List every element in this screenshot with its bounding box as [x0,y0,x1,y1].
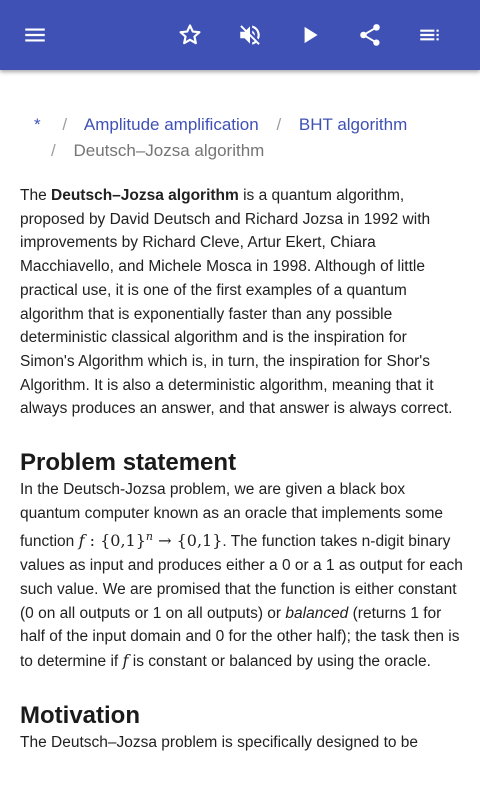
section-heading-motivation: Motivation [20,701,140,729]
breadcrumb-link-bht-algorithm[interactable]: BHT algorithm [298,115,408,134]
motivation-paragraph: The Deutsch–Jozsa problem is specifically designed to be [20,733,419,751]
table-of-contents-button[interactable] [407,12,453,58]
math-f: f [122,651,129,671]
play-button[interactable] [287,12,333,58]
intro-paragraph [20,184,464,421]
problem-text-4: is constant or balanced by using the oracle. [128,653,431,671]
bookmark-button[interactable] [167,12,213,58]
menu-button[interactable] [12,12,58,58]
math-f: f [78,531,85,551]
balanced-term: balanced [285,604,349,622]
star-icon [177,22,203,48]
intro-text: is a quantum algorithm, proposed by David Deutsch and Richard Jozsa in 1992 with improvements by Richard Cleve, Artur Ekert, Chiara Macchiavello, and Michele Mosca in 1998. Although of little practical use, it is one of the first examples of a quantum algorithm that is exponentially faster than any possible deterministic classical algorithm and is the inspiration for Simon's Algorithm which is, in turn, the inspiration for Shor's Algorithm. It is also a deterministic algorithm, meaning that it always produces an answer, and that answer is always correct. [20,187,453,418]
problem-text-2: . The function takes n-digit binary values as input and produces either a 0 or a 1 as output for each such value. We are promised that the function is either constant (0 on all outputs or 1 on all outputs) or [20,533,463,622]
mute-button[interactable] [227,12,273,58]
breadcrumb-link-amplitude-amplification[interactable]: Amplitude amplification [83,115,259,134]
problem-paragraph [20,478,464,674]
breadcrumb-home-link[interactable]: * [34,115,41,134]
section-heading-problem-statement: Problem statement [20,449,237,477]
article-content [0,70,480,800]
breadcrumb-separator: / [276,115,282,134]
article-body [20,184,464,755]
intro-lead: The [20,187,52,204]
menu-icon [22,22,48,48]
volume-off-icon [237,22,263,48]
share-icon [357,22,383,48]
share-button[interactable] [347,12,393,58]
breadcrumb-current: Deutsch–Jozsa algorithm [73,141,265,160]
toc-icon [417,22,443,48]
play-icon [297,22,323,48]
problem-text-1: In the Deutsch-Jozsa problem, we are given a black box quantum computer known as an oracle that implements some function [20,481,444,551]
math-exponent: n [145,530,153,544]
article-term: Deutsch–Jozsa algorithm [51,187,239,204]
breadcrumb-separator: / [62,115,68,134]
math-codomain: → {0,1} [153,531,223,551]
breadcrumb-separator: / [51,141,56,160]
math-domain: : {0,1} [84,531,146,551]
app-bar [0,0,480,70]
problem-text-3: (returns 1 for half of the input domain and 0 for the other half); the task then is to determine if [20,604,460,671]
